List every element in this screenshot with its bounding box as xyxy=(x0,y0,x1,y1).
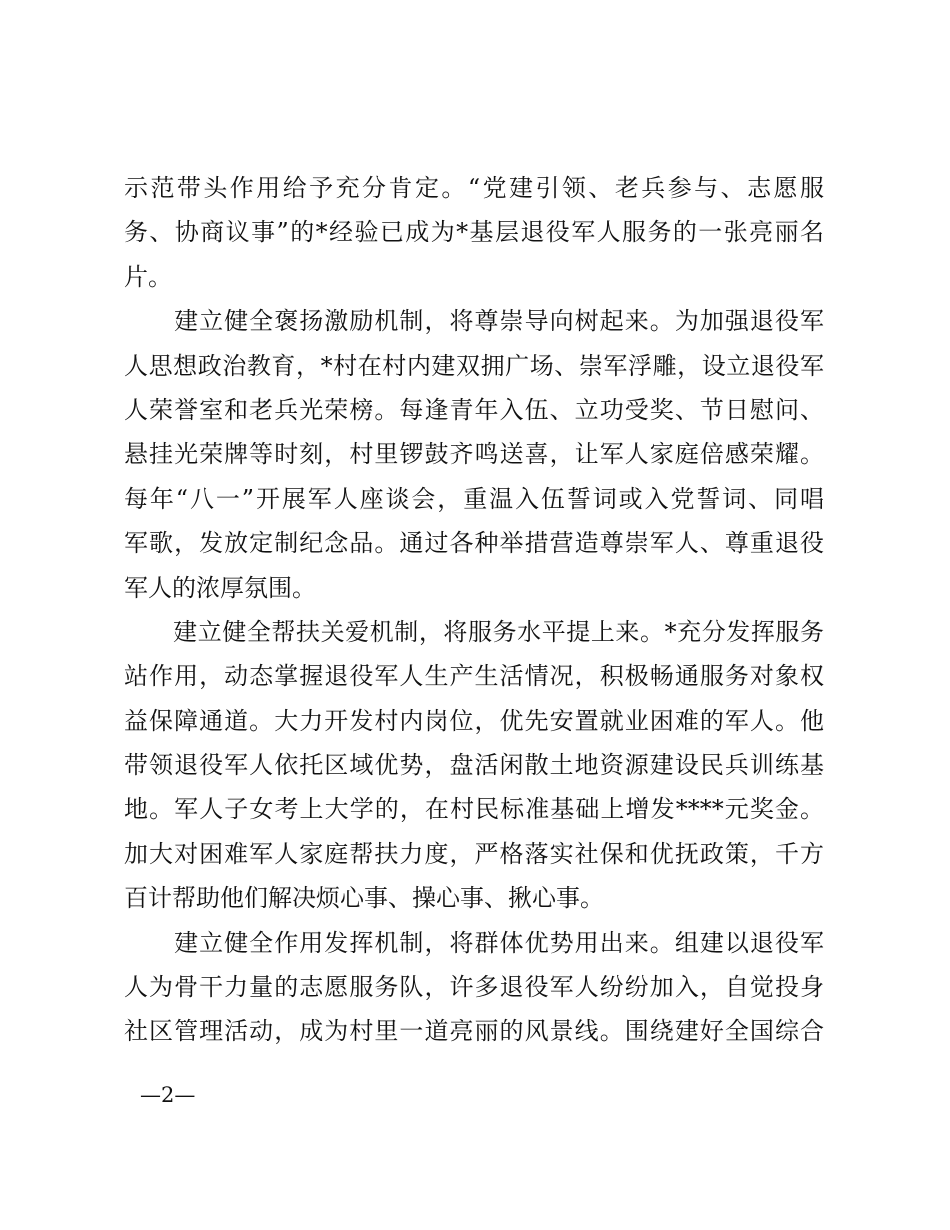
text-line: 建立健全帮扶关爱机制，将服务水平提上来。*充分发挥服务 xyxy=(124,617,824,646)
text-line: 每年“八一”开展军人座谈会，重温入伍誓词或入党誓词、同唱 xyxy=(124,484,824,513)
text-line: 带领退役军人依托区域优势，盘活闲散土地资源建设民兵训练基 xyxy=(124,751,824,780)
text-line: 片。 xyxy=(124,262,172,291)
text-line: 军歌，发放定制纪念品。通过各种举措营造尊崇军人、尊重退役 xyxy=(124,529,824,558)
text-line: 建立健全褒扬激励机制，将尊崇导向树起来。为加强退役军 xyxy=(124,307,824,336)
text-line: 人为骨干力量的志愿服务队，许多退役军人纷纷加入，自觉投身 xyxy=(124,973,824,1002)
text-line: 加大对困难军人家庭帮扶力度，严格落实社保和优抚政策，千方 xyxy=(124,839,824,868)
text-line: 建立健全作用发挥机制，将群体优势用出来。组建以退役军 xyxy=(124,928,824,957)
text-line: 社区管理活动，成为村里一道亮丽的风景线。围绕建好全国综合 xyxy=(124,1017,824,1046)
text-line: 务、协商议事”的*经验已成为*基层退役军人服务的一张亮丽名 xyxy=(124,218,824,247)
text-line: 百计帮助他们解决烦心事、操心事、揪心事。 xyxy=(124,884,604,913)
text-line: 地。军人子女考上大学的，在村民标准基础上增发****元奖金。 xyxy=(124,795,824,824)
document-body xyxy=(124,166,824,1054)
text-line: 悬挂光荣牌等时刻，村里锣鼓齐鸣送喜，让军人家庭倍感荣耀。 xyxy=(124,440,824,469)
text-line: 人思想政治教育，*村在村内建双拥广场、崇军浮雕，设立退役军 xyxy=(124,351,824,380)
text-line: 益保障通道。大力开发村内岗位，优先安置就业困难的军人。他 xyxy=(124,706,824,735)
text-line: 示范带头作用给予充分肯定。“党建引领、老兵参与、志愿服 xyxy=(124,174,824,202)
text-line: 人荣誉室和老兵光荣榜。每逢青年入伍、立功受奖、节日慰问、 xyxy=(124,395,824,424)
page-number: —2— xyxy=(140,1083,196,1107)
text-line: 站作用，动态掌握退役军人生产生活情况，积极畅通服务对象权 xyxy=(124,662,824,691)
text-line: 军人的浓厚氛围。 xyxy=(124,573,316,602)
